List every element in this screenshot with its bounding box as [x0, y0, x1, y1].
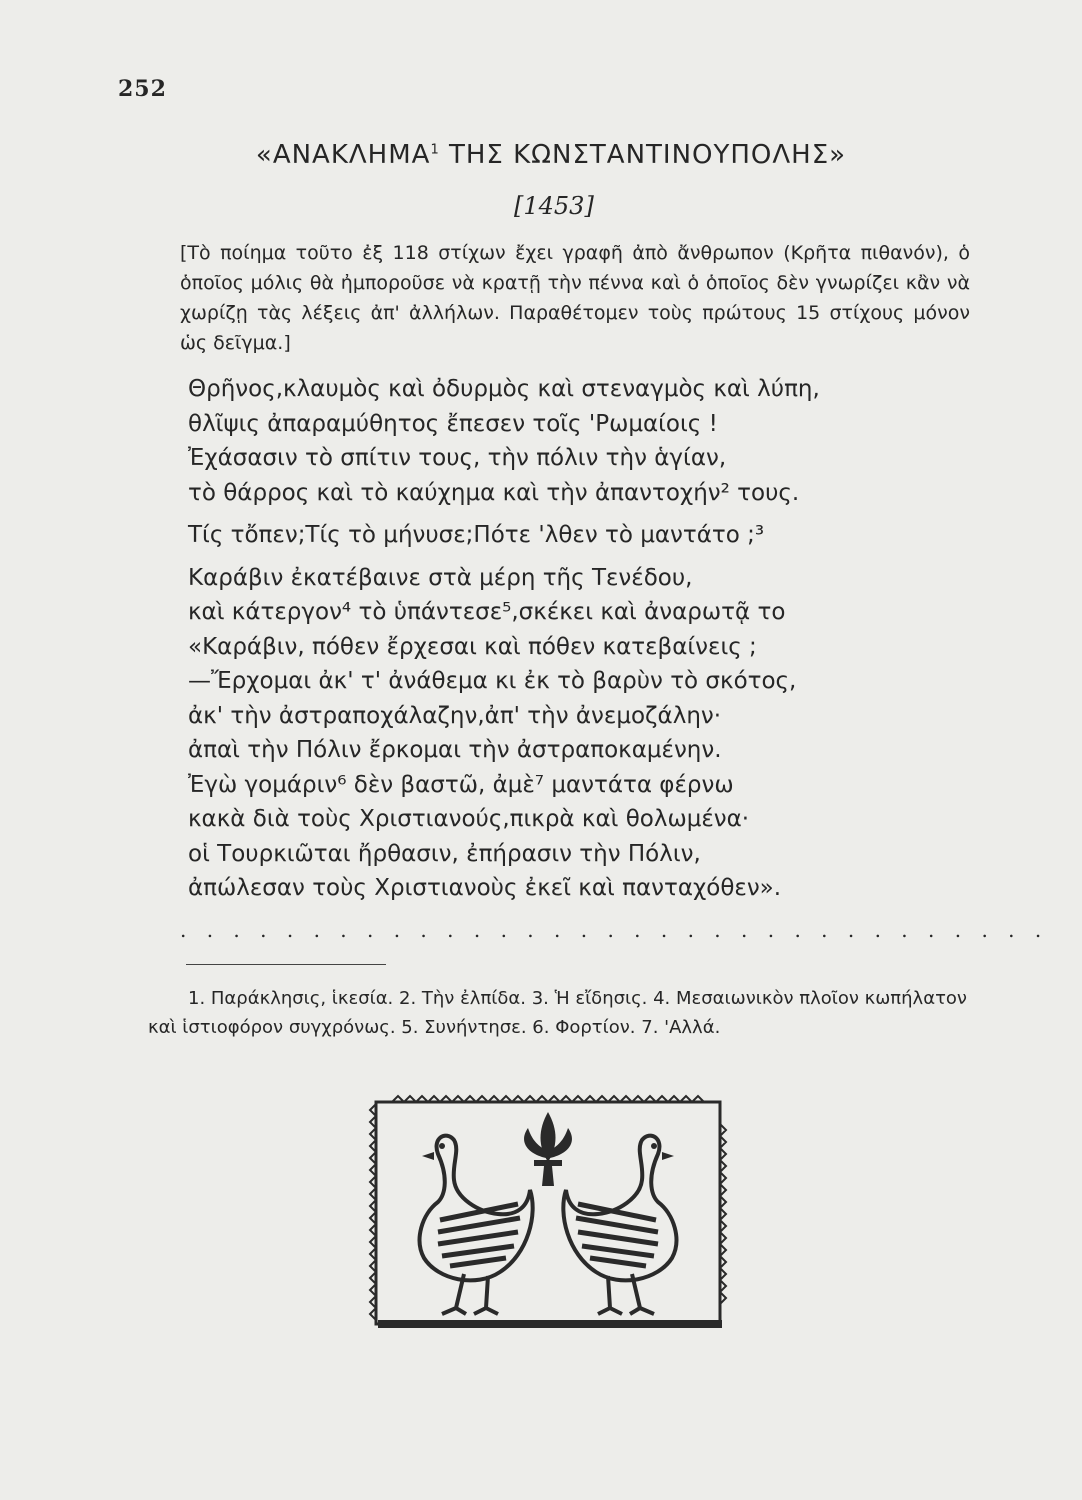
verse-line: Τίς τὄπεν;Τίς τὸ μήνυσε;Πότε 'λθεν τὸ μαντάτο ;³	[188, 522, 765, 548]
swans-ornament-icon	[368, 1094, 728, 1332]
verse-line: καὶ κάτεργον⁴ τὸ ὑπάντεσε⁵,σκέκει καὶ ἀναρωτᾷ το	[188, 599, 786, 625]
verse-line: οἱ Τουρκιῶται ἤρθασιν, ἐπήρασιν τὴν Πόλιν,	[188, 840, 701, 867]
verse-line: Ἐγὼ γομάριν⁶ δὲν βαστῶ, ἀμὲ⁷ μαντάτα φέρνω	[188, 771, 734, 798]
poem-verses	[188, 372, 968, 906]
poem-title	[0, 140, 1082, 170]
year: [1453]	[514, 192, 594, 220]
verse-line: τὸ θάρρος καὶ τὸ καύχημα καὶ τὴν ἀπαντοχήν² τους.	[188, 479, 800, 506]
verse-line: Καράβιν ἐκατέβαινε στὰ μέρη τῆς Τενέδου,	[188, 564, 693, 591]
title-text: «ΑΝΑΚΛΗΜΑ	[255, 140, 431, 170]
intro-paragraph: [Τὸ ποίημα τοῦτο ἐξ 118 στίχων ἔχει γραφῆ ἀπὸ ἄνθρωπον (Κρῆτα πιθανόν), ὁ ὁποῖος μόλις θὰ ἠμποροῦσε νὰ κρατῇ τὴν πέννα καὶ ὁ ὁποῖος δὲν γνωρίζει κἂν νὰ χωρίζῃ τὰς λέξεις ἀπ' ἀλλήλων. Παραθέτομεν τοὺς πρώτους 15 στίχους μόνον ὡς δεῖγμα.]	[180, 242, 970, 354]
verse-line: ἀπαὶ τὴν Πόλιν ἔρκομαι τὴν ἀστραποκαμένην.	[188, 737, 722, 763]
verse-line: —Ἔρχομαι ἀκ' τ' ἀνάθεμα κι ἐκ τὸ βαρὺν τὸ σκότος,	[188, 668, 797, 694]
verse-line: «Καράβιν, πόθεν ἔρχεσαι καὶ πόθεν κατεβαίνεις ;	[188, 633, 757, 660]
verse-line: ἀπώλεσαν τοὺς Χριστιανοὺς ἐκεῖ καὶ πανταχόθεν».	[188, 875, 782, 901]
verse-line: Θρῆνος,κλαυμὸς καὶ ὀδυρμὸς καὶ στεναγμὸς καὶ λύπη,	[188, 376, 820, 402]
title-text-rest: ΤΗΣ ΚΩΝΣΤΑΝΤΙΝΟΥΠΟΛΗΣ»	[439, 140, 847, 170]
verse-line: Ἐχάσασιν τὸ σπίτιν τους, τὴν πόλιν τὴν ἁγίαν,	[188, 445, 727, 471]
verse-line: θλῖψις ἀπαραμύθητος ἔπεσεν τοῖς 'Ρωμαίοις !	[188, 410, 718, 437]
verse-line: κακὰ διὰ τοὺς Χριστιανούς,πικρὰ καὶ θολωμένα·	[188, 806, 750, 832]
page-number: 252	[118, 76, 167, 102]
verse-line: ἀκ' τὴν ἀστραποχάλαζην,ἀπ' τὴν ἀνεμοζάλην·	[188, 702, 722, 729]
omission-dots: . . . . . . . . . . . . . . . . . . . . . . . . . . . . . . . . .	[180, 918, 1049, 942]
footnotes: 1. Παράκλησις, ἱκεσία. 2. Τὴν ἐλπίδα. 3. Ἡ εἴδησις. 4. Μεσαιωνικὸν πλοῖον κωπήλατον καὶ ἱστιοφόρον συγχρόνως. 5. Συνήντησε. 6. Φορτίον. 7. 'Αλλά.	[148, 988, 967, 1038]
footnote-divider	[186, 964, 386, 965]
title-footnote-ref: 1	[430, 142, 440, 158]
